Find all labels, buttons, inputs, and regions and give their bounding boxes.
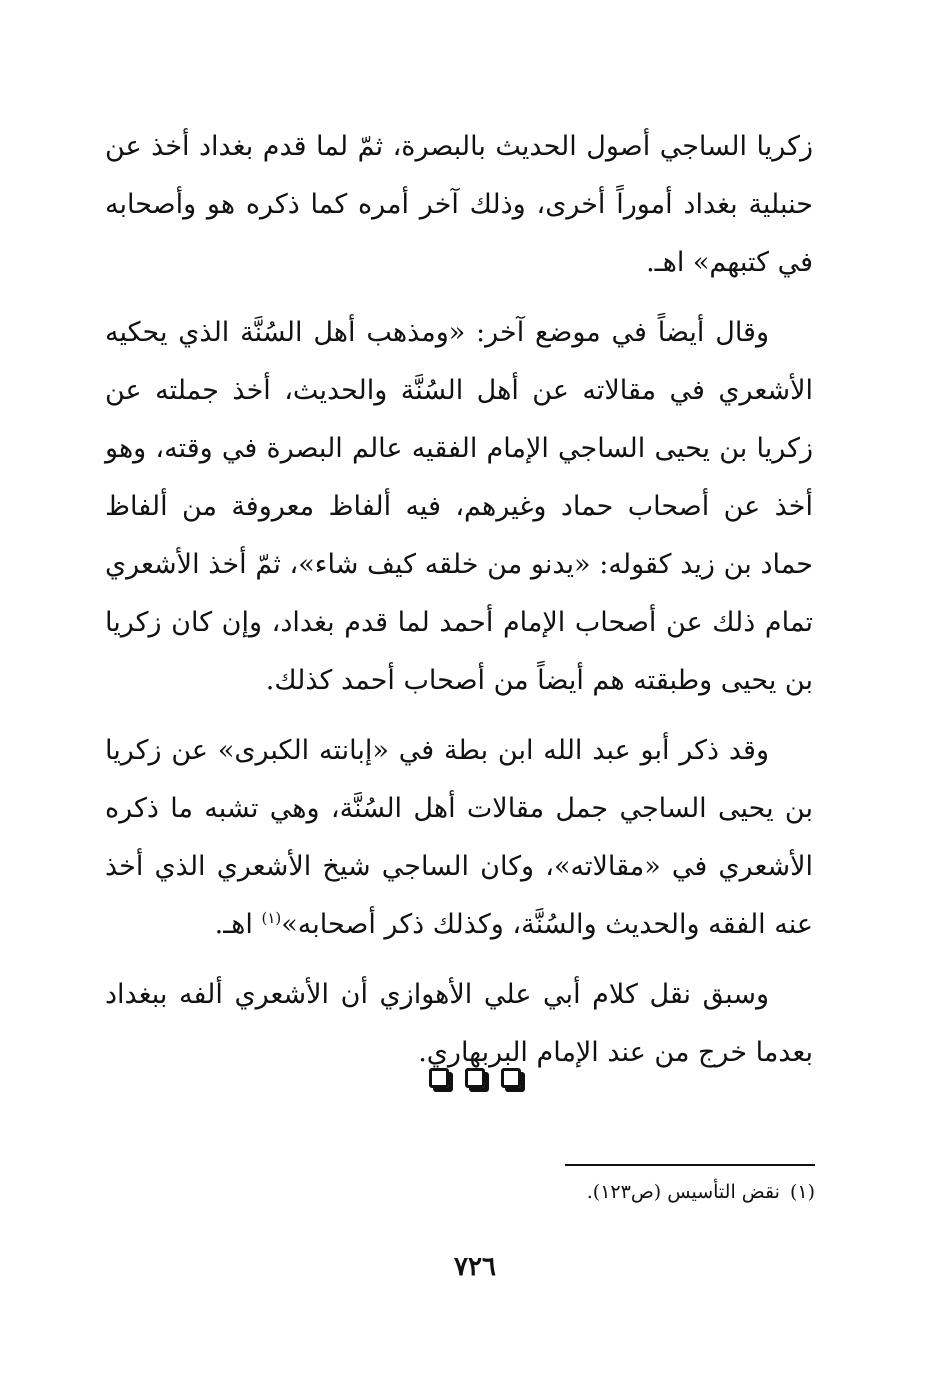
footnote-number: (١) xyxy=(789,1181,815,1203)
paragraph-3-text: وقد ذكر أبو عبد الله ابن بطة في «إبانته الكبرى» عن زكريا بن يحيى الساجي جمل مقالات أهل السُنَّة، وهي تشبه ما ذكره الأشعري في «مقالاته»، وكان الساجي شيخ الأشعري الذي أخذ عنه الفقه والحديث والسُنَّة، وكذلك ذكر أصحابه» xyxy=(105,735,813,940)
paragraph-2: وقال أيضاً في موضع آخر: «ومذهب أهل السُنَّة الذي يحكيه الأشعري في مقالاته عن أهل السُنَّة والحديث، أخذ جملته عن زكريا بن يحيى الساجي الإمام الفقيه عالم البصرة في وقته، وهو أخذ عن أصحاب حماد وغيرهم، فيه ألفاظ معروفة من ألفاظ حماد بن زيد كقوله: «يدنو من خلقه كيف شاء»، ثمّ أخذ الأشعري تمام ذلك عن أصحاب الإمام أحمد لما قدم بغداد، وإن كان زكريا بن يحيى وطبقته هم أيضاً من أصحاب أحمد كذلك. xyxy=(105,317,813,696)
paragraph-1: زكريا الساجي أصول الحديث بالبصرة، ثمّ لما قدم بغداد أخذ عن حنبلية بغداد أموراً أخرى، وذلك آخر أمره كما ذكره هو وأصحابه في كتبهم» اهـ. xyxy=(105,131,813,278)
square-ornament-icon xyxy=(501,1068,521,1088)
main-text-block xyxy=(105,118,813,1082)
section-divider-ornament xyxy=(0,1068,950,1088)
paragraph-3-tail: اهـ. xyxy=(214,909,262,940)
footnote-separator xyxy=(565,1164,815,1166)
square-ornament-icon xyxy=(429,1068,449,1088)
footnote-reference[interactable]: (١) xyxy=(261,909,282,927)
paragraph-3 xyxy=(105,722,813,954)
footnote xyxy=(315,1176,815,1208)
paragraph-4: وسبق نقل كلام أبي علي الأهوازي أن الأشعري ألفه ببغداد بعدما خرج من عند الإمام البربهاري. xyxy=(105,979,813,1068)
square-ornament-icon xyxy=(465,1068,485,1088)
page-number: ٧٢٦ xyxy=(454,1252,496,1282)
footnote-text: نقض التأسيس (ص١٢٣). xyxy=(586,1181,780,1203)
